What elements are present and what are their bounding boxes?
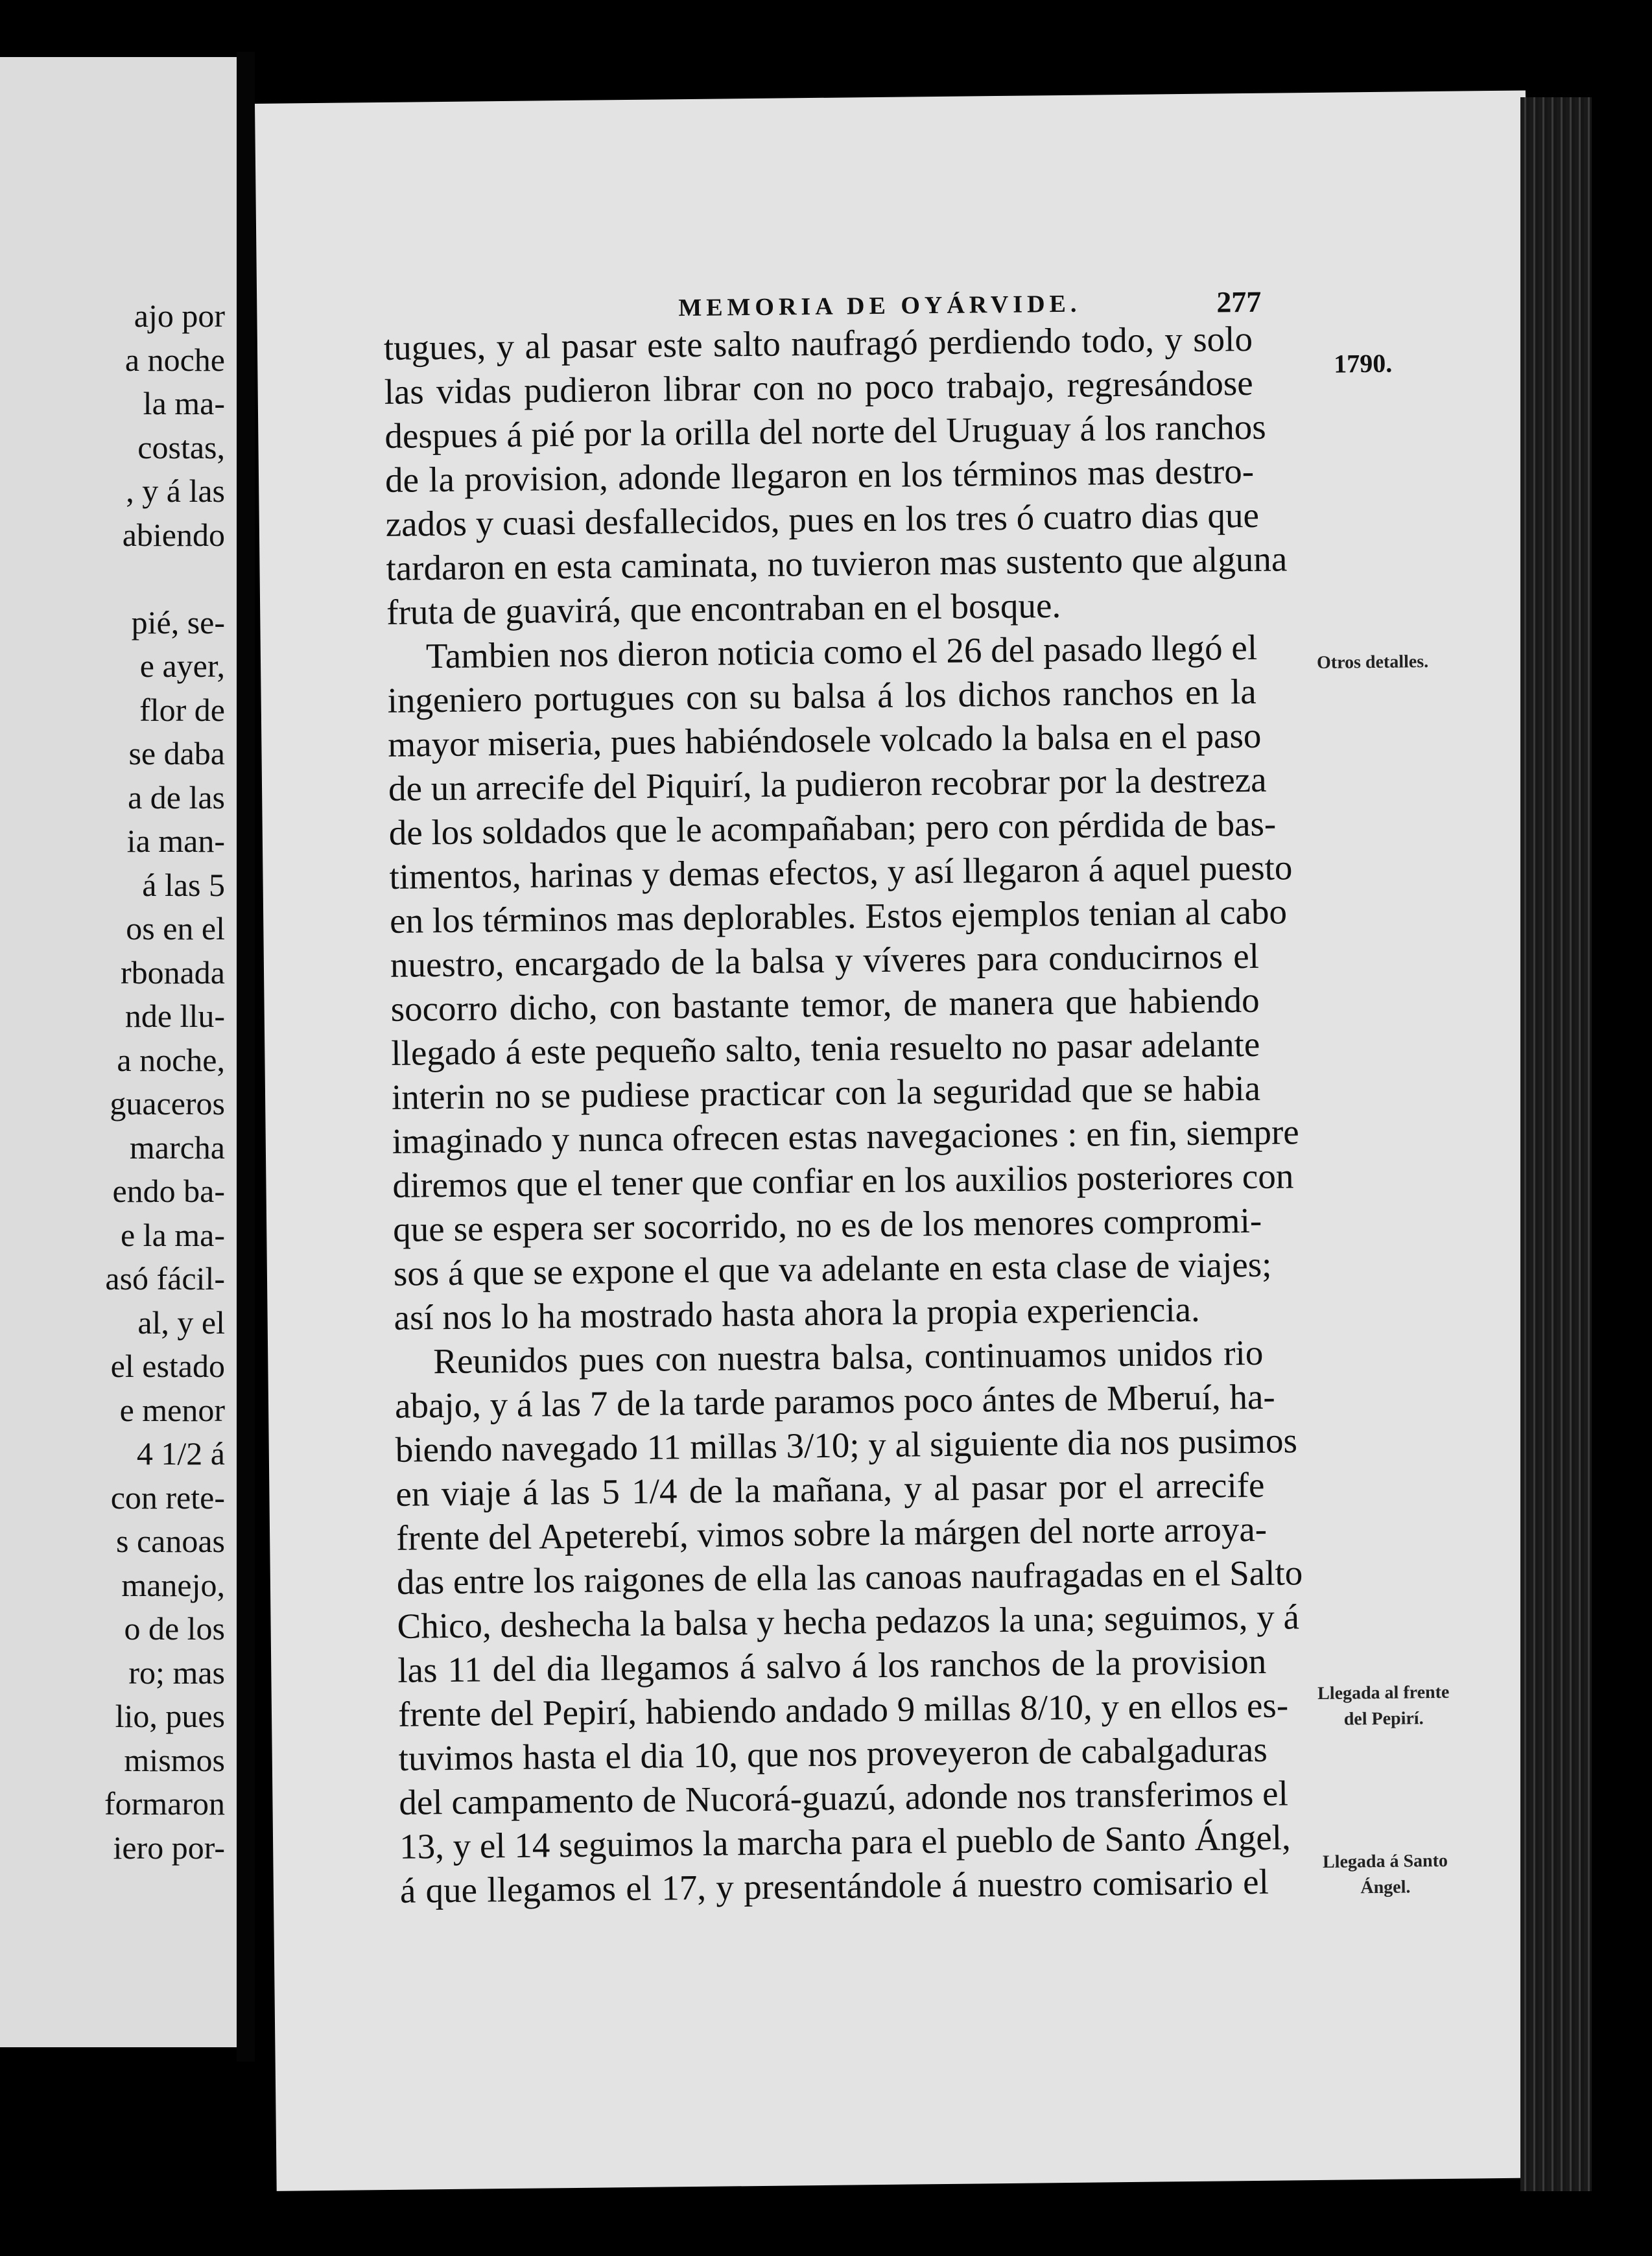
left-page-line: a noche, [117,1041,225,1078]
text-line: de un arrecife del Piquirí, la pudieron recobrar por la destreza [388,759,1267,808]
page-edges [1520,97,1592,2191]
margin-year: 1790. [1334,348,1393,379]
text-line: biendo navegado 11 millas 3/10; y al siguiente dia nos pusimos [395,1420,1298,1470]
left-page-line: endo ba- [112,1173,225,1209]
text-line: interin no se pudiese practicar con la seguridad que se habia [391,1068,1261,1117]
left-page-line: s canoas [116,1523,225,1559]
text-line: fruta de guavirá, que encontraban en el bosque. [386,585,1061,632]
text-line: abajo, y á las 7 de la tarde paramos poco ántes de Mberuí, ha- [394,1376,1275,1426]
left-page-line: guaceros [110,1085,225,1122]
text-line: que se espera ser socorrido, no es de los menores compromi- [392,1200,1262,1249]
left-page-line: ajo por [134,298,225,334]
text-line: llegado á este pequeño salto, tenia resuelto no pasar adelante [391,1024,1260,1073]
left-page-line: nde llu- [124,998,225,1034]
left-page-line: a noche [124,341,225,378]
text-line: tuvimos hasta el dia 10, que nos proveyeron de cabalgaduras [398,1729,1268,1778]
text-line: tugues, y al pasar este salto naufragó perdiendo todo, y solo [383,318,1253,368]
left-page-line: con rete- [110,1479,225,1516]
text-line: 13, y el 14 seguimos la marcha para el pueblo de Santo Ángel, [399,1817,1292,1866]
text-line: en los términos mas deplorables. Estos ejemplos tenian al cabo [389,891,1288,941]
left-page-line: el estado [110,1348,225,1384]
left-page-line: iero por- [113,1829,225,1866]
left-page-line: mismos [124,1741,225,1778]
left-page-line: la ma- [143,385,225,421]
left-page-line: costas, [137,429,225,465]
left-page-line: e la ma- [120,1216,225,1253]
left-page-line: e ayer, [139,648,225,684]
text-line: despues á pié por la orilla del norte del Uruguay á los ranchos [384,406,1266,456]
text-line: en viaje á las 5 1/4 de la mañana, y al pasar por el arrecife [395,1464,1265,1514]
left-page-line: lio, pues [115,1698,225,1734]
left-page-line: á las 5 [142,866,225,903]
margin-note: Llegada á Santo Ángel. [1322,1850,1448,1898]
text-line: socorro dicho, con bastante temor, de manera que habiendo [390,980,1260,1029]
left-page-line: marcha [129,1129,225,1166]
running-title: MEMORIA DE OYÁRVIDE. [678,290,1081,322]
text-line: las 11 del dia llegamos á salvo á los ranchos de la provision [397,1641,1267,1690]
text-line: así nos lo ha mostrado hasta ahora la propia experiencia. [394,1289,1201,1337]
left-page-line: ro; mas [128,1654,225,1691]
page-number: 277 [1216,285,1262,319]
left-page-line: se daba [128,735,225,771]
text-line: del campamento de Nucorá-guazú, adonde nos transferimos el [399,1773,1289,1822]
book-gutter [237,52,255,2062]
left-page-line: asó fácil- [105,1260,225,1297]
body-text [383,317,1303,1913]
text-line: las vidas pudieron librar con no poco trabajo, regresándose [384,362,1253,412]
text-line: á que llegamos el 17, y presentándole á nuestro comisario el [399,1861,1269,1910]
text-line: zados y cuasi desfallecidos, pues en los tres ó cuatro dias que [385,495,1260,544]
left-page-line: abiendo [122,516,225,553]
left-page-line: pié, se- [131,604,225,640]
text-line: das entre los raigones de ella las canoas naufragadas en el Salto [396,1553,1303,1602]
text-line: mayor miseria, pues habiéndosele volcado la balsa en el paso [388,715,1262,764]
left-page-line: manejo, [121,1566,225,1603]
text-line: Reunidos pues con nuestra balsa, continuamos unidos rio [433,1332,1264,1381]
left-page-line: o de los [124,1610,225,1647]
left-page-line: rbonada [120,954,225,991]
text-line: imaginado y nunca ofrecen estas navegaciones : en fin, siempre [392,1112,1299,1161]
right-page [255,90,1548,2191]
text-line: frente del Apeterebí, vimos sobre la márgen del norte arroya- [395,1509,1268,1558]
text-line: diremos que el tener que confiar en los auxilios posteriores con [392,1156,1294,1205]
left-page-line: a de las [128,779,225,816]
text-line: ingeniero portugues con su balsa á los dichos ranchos en la [387,671,1257,720]
text-line: timentos, harinas y demas efectos, y así llegaron á aquel puesto [389,847,1293,897]
left-page-line: 4 1/2 á [136,1435,225,1472]
text-line: Chico, deshecha la balsa y hecha pedazos la una; seguimos, y á [397,1597,1300,1646]
left-page-line: flor de [139,691,225,728]
text-line: Tambien nos dieron noticia como el 26 del pasado llegó el [425,627,1258,676]
margin-note: Llegada al frente del Pepirí. [1317,1682,1450,1730]
left-page-line: , y á las [126,473,225,509]
text-line: sos á que se expone el que va adelante en esta clase de viajes; [393,1244,1272,1293]
left-page-line: al, y el [137,1304,225,1341]
margin-note: Otros detalles. [1316,652,1429,673]
text-line: de los soldados que le acompañaban; pero con pérdida de bas- [388,803,1277,852]
left-page-line: formaron [104,1785,225,1822]
text-line: frente del Pepirí, habiendo andado 9 millas 8/10, y en ellos es- [397,1685,1289,1734]
text-line: nuestro, encargado de la balsa y víveres para conducirnos el [390,935,1260,985]
text-line: de la provision, adonde llegaron en los términos mas destro- [384,451,1255,500]
left-page-line: os en el [126,910,225,946]
left-page-line: e menor [119,1391,225,1428]
left-page-line: ia man- [126,823,225,859]
text-line: tardaron en esta caminata, no tuvieron mas sustento que alguna [386,539,1288,588]
left-page [0,57,237,2047]
